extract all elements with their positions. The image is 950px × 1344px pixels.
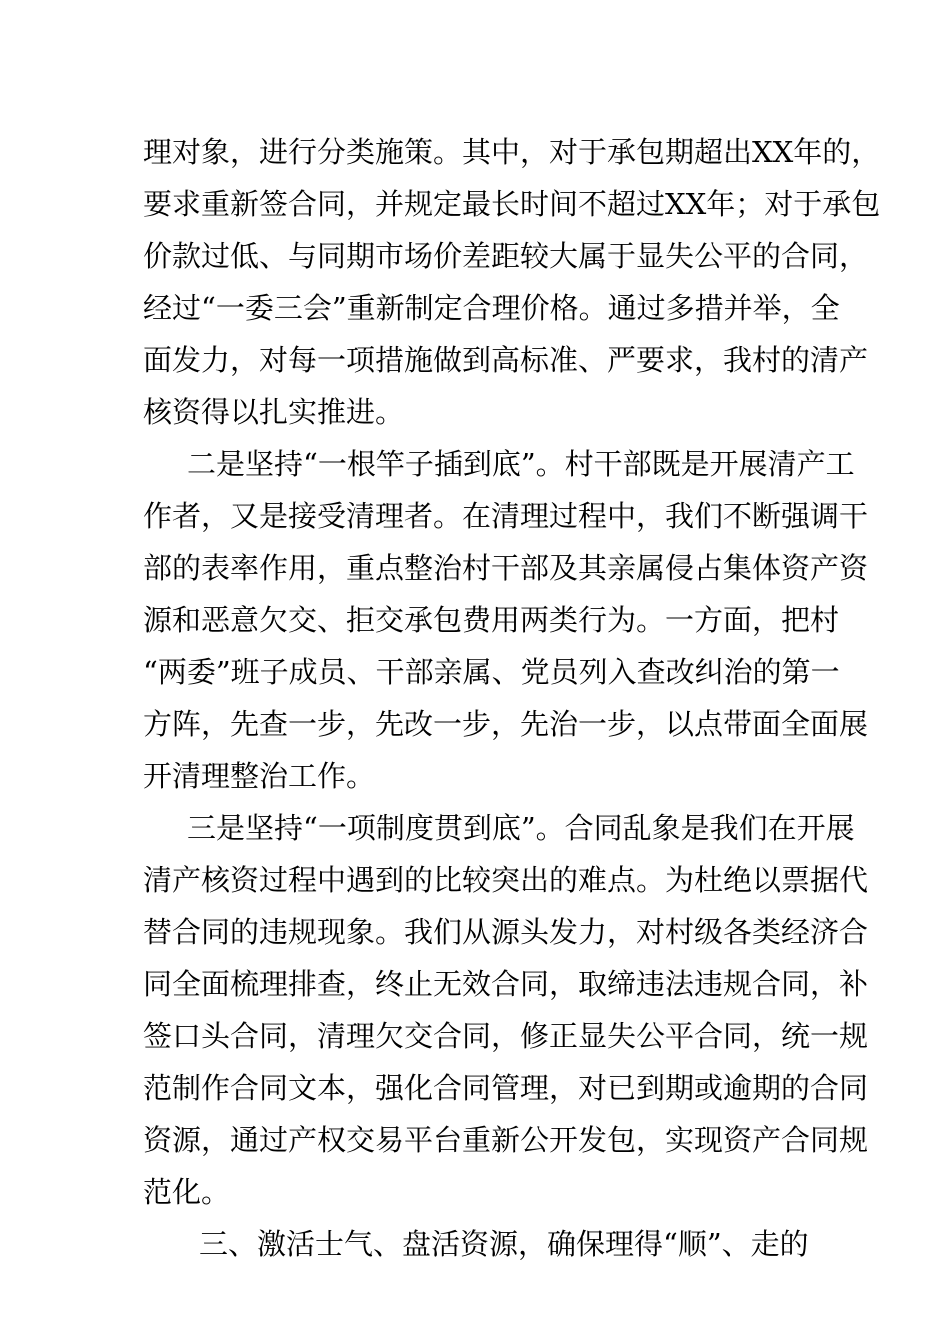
text-line: 作者，又是接受清理者。在清理过程中，我们不断强调干: [143, 499, 869, 533]
text-line: 源和恶意欠交、拒交承包费用两类行为。一方面，把村: [143, 603, 840, 637]
text-line: 替合同的违规现象。我们从源头发力，对村级各类经济合: [143, 915, 869, 949]
text-line: 部的表率作用，重点整治村干部及其亲属侵占集体资产资: [143, 551, 869, 585]
text-line: 要求重新签合同，并规定最长时间不超过XX年；对于承包: [143, 187, 881, 221]
text-line: 方阵，先查一步，先改一步，先治一步，以点带面全面展: [143, 707, 869, 741]
text-line: 范制作合同文本，强化合同管理，对已到期或逾期的合同: [143, 1071, 869, 1105]
text-line: 签口头合同，清理欠交合同，修正显失公平合同，统一规: [143, 1019, 869, 1053]
text-line: 同全面梳理排查，终止无效合同，取缔违法违规合同，补: [143, 967, 869, 1001]
text-line: 面发力，对每一项措施做到高标准、严要求，我村的清产: [143, 343, 869, 377]
paragraph-start-line: 三是坚持“一项制度贯到底”。合同乱象是我们在开展: [187, 811, 855, 845]
text-line: “两委”班子成员、干部亲属、党员列入查改纠治的第一: [143, 655, 840, 689]
text-line: 清产核资过程中遇到的比较突出的难点。为杜绝以票据代: [143, 863, 869, 897]
text-line: 开清理整治工作。: [143, 759, 376, 793]
text-line: 经过“一委三会”重新制定合理价格。通过多措并举，全: [143, 291, 840, 325]
text-line: 核资得以扎实推进。: [143, 395, 405, 429]
text-line: 资源，通过产权交易平台重新公开发包，实现资产合同规: [143, 1123, 869, 1157]
text-line: 理对象，进行分类施策。其中，对于承包期超出XX年的，: [143, 135, 881, 169]
text-line: 价款过低、与同期市场价差距较大属于显失公平的合同，: [143, 239, 869, 273]
section-heading-line: 三、激活士气、盘活资源，确保理得“顺”、走的: [199, 1227, 809, 1261]
text-line: 范化。: [143, 1175, 231, 1209]
body-text: [143, 126, 881, 1270]
paragraph-start-line: 二是坚持“一根竿子插到底”。村干部既是开展清产工: [187, 447, 855, 481]
